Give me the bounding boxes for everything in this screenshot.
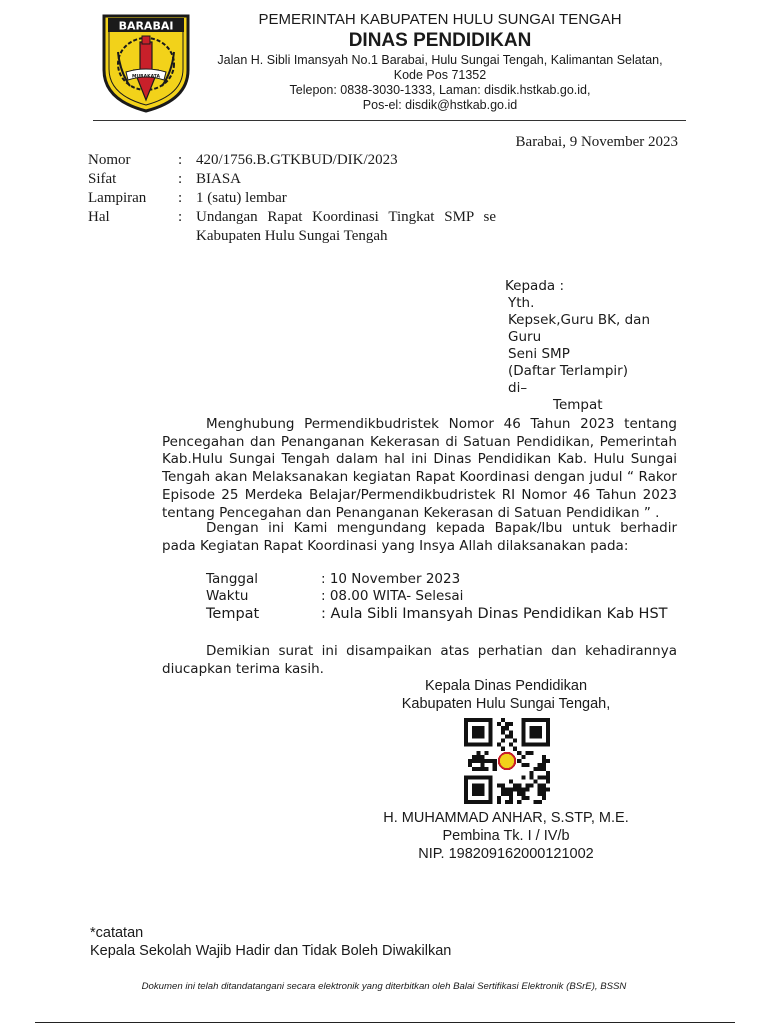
sifat-colon: : — [178, 171, 183, 187]
footer-divider — [35, 1022, 735, 1023]
tempat-label: Tempat — [206, 606, 260, 622]
waktu-value: : 08.00 WITA- Selesai — [321, 588, 464, 604]
hal-label: Hal — [88, 209, 110, 225]
note-label: *catatan — [90, 925, 144, 941]
body-paragraph-2: Dengan ini Kami mengundang kepada Bapak/Ibu untuk berhadir pada Kegiatan Rapat Koordinasi yang Insya Allah dilaksanakan pada: — [162, 520, 677, 554]
signatory-name: H. MUHAMMAD ANHAR, S.STP, M.E. — [383, 810, 629, 826]
barabai-logo — [100, 12, 192, 114]
signatory-title-line2: Kabupaten Hulu Sungai Tengah, — [401, 696, 611, 712]
note-text: Kepala Sekolah Wajib Hadir dan Tidak Boleh Diwakilkan — [90, 943, 452, 959]
waktu-label: Waktu — [206, 588, 249, 604]
lampiran-value: 1 (satu) lembar — [196, 190, 287, 206]
signatory-nip: NIP. 198209162000121002 — [418, 846, 594, 862]
government-name: PEMERINTAH KABUPATEN HULU SUNGAI TENGAH — [258, 11, 622, 28]
email-line: Pos-el: disdik@hstkab.go.id — [362, 98, 518, 112]
recipient-note: (Daftar Terlampir) — [508, 363, 628, 379]
recipient-name-line1: Kepsek,Guru BK, dan Guru — [508, 312, 651, 345]
postal-code-line: Kode Pos 71352 — [393, 68, 487, 82]
nomor-label: Nomor — [88, 152, 131, 168]
recipient-block — [505, 278, 680, 414]
closing-paragraph: Demikian surat ini disampaikan atas perhatian dan kehadirannya diucapkan terima kasih. — [162, 643, 677, 677]
address-line: Jalan H. Sibli Imansyah No.1 Barabai, Hulu Sungai Tengah, Kalimantan Selatan, — [217, 53, 663, 67]
logo-banner: MURAKATA — [132, 74, 160, 80]
tanggal-value: : 10 November 2023 — [321, 571, 461, 587]
note-block — [90, 924, 451, 960]
header-divider — [93, 120, 686, 121]
recipient-name-line2: Seni SMP — [508, 346, 570, 362]
logo-text: BARABAI — [118, 19, 174, 33]
hal-value — [196, 208, 496, 246]
body-paragraph-1: Menghubung Permendikbudristek Nomor 46 Tahun 2023 tentang Pencegahan dan Penanganan Kekerasan di Satuan Pendidikan, Pemerintah Kab.Hulu Sungai Tengah dalam hal ini Dinas Pendidikan Kab. Hulu Sungai Tengah akan Melaksanakan kegiatan Rapat Koordinasi dengan judul “ Rakor Episode 25 Merdeka Belajar/Permendikbudristek RI Nomor 46 Tahun 2023 tentang Pencegahan dan Penanganan Kekerasan di Satuan Pendidikan ” . — [162, 416, 677, 521]
nomor-colon: : — [178, 152, 183, 168]
letter-date: Barabai, 9 November 2023 — [515, 134, 678, 150]
place-label: Tempat — [553, 397, 603, 413]
qr-code-signature — [464, 718, 550, 804]
hal-colon: : — [178, 209, 183, 225]
signatory-rank: Pembina Tk. I / IV/b — [442, 828, 570, 844]
nomor-value: 420/1756.B.GTKBUD/DIK/2023 — [196, 152, 398, 168]
sifat-label: Sifat — [88, 171, 117, 187]
lampiran-colon: : — [178, 190, 183, 206]
e-signature-footer: Dokumen ini telah ditandatangani secara elektronik yang diterbitkan oleh Balai Sertifikasi Elektronik (BSrE), BSSN — [141, 981, 627, 992]
sifat-value: BIASA — [196, 171, 242, 187]
di-label: di– — [508, 380, 528, 396]
address-block — [200, 53, 680, 113]
signatory-title-line1: Kepala Dinas Pendidikan — [424, 678, 588, 694]
department-name: DINAS PENDIDIKAN — [348, 30, 532, 51]
kepada-label: Kepada : — [505, 278, 565, 294]
hal-value-line1: Undangan Rapat Koordinasi Tingkat SMP se — [196, 209, 496, 225]
tanggal-label: Tanggal — [206, 571, 259, 587]
lampiran-label: Lampiran — [88, 190, 147, 206]
contact-line: Telepon: 0838-3030-1333, Laman: disdik.hstkab.go.id, — [289, 83, 591, 97]
yth-label: Yth. — [508, 295, 535, 311]
hal-value-line2: Kabupaten Hulu Sungai Tengah — [196, 228, 388, 244]
tempat-value: : Aula Sibli Imansyah Dinas Pendidikan Kab HST — [321, 606, 668, 622]
